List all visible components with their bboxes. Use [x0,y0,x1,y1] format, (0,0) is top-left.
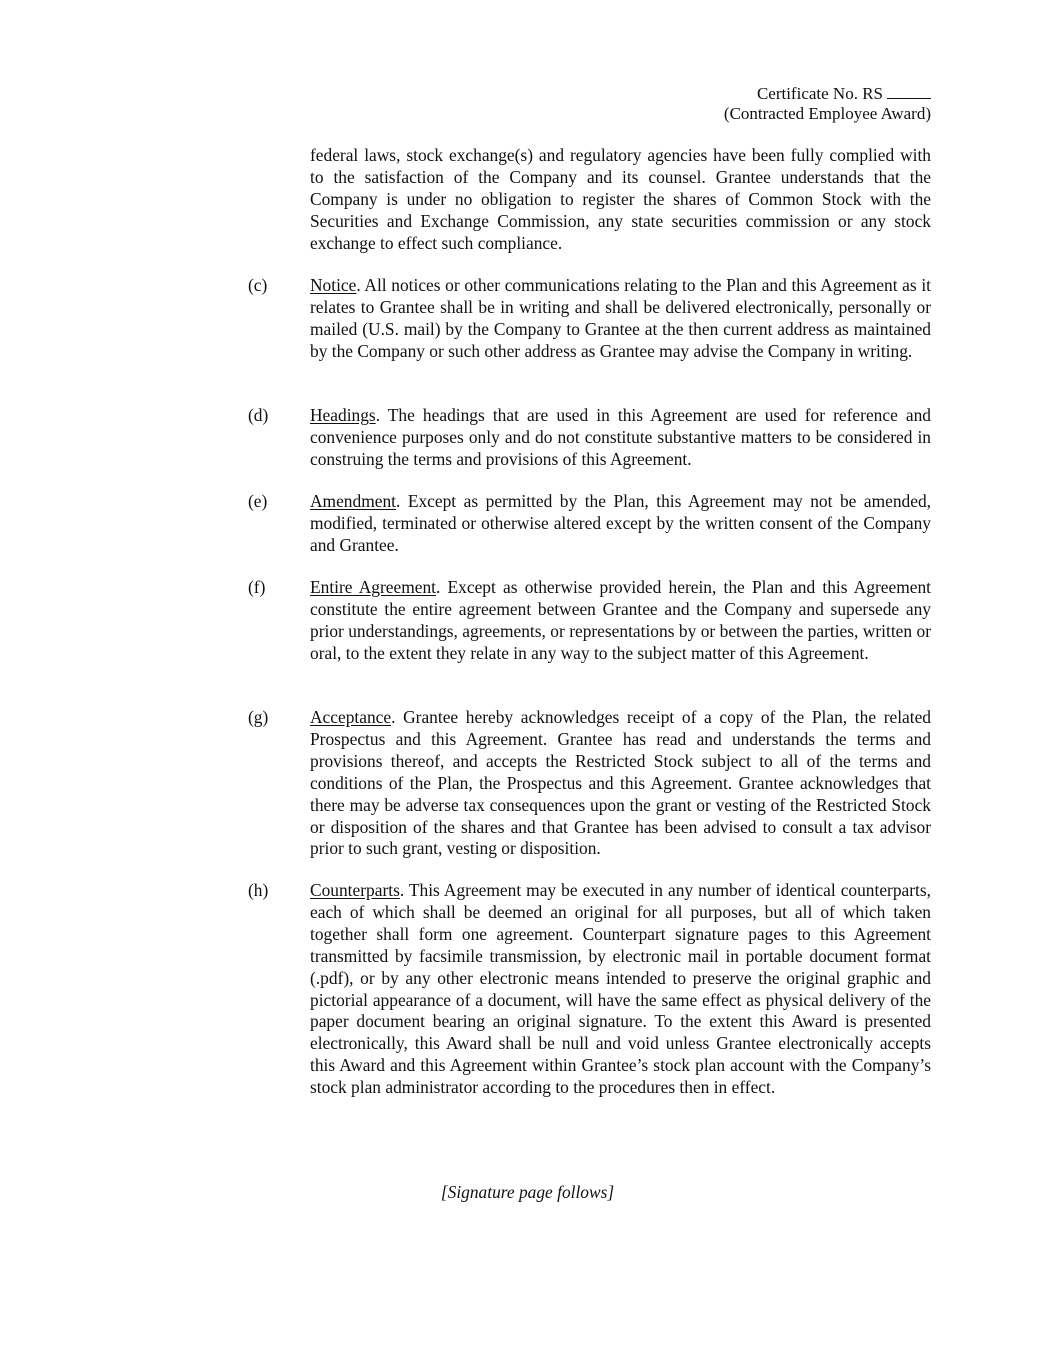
section-c [248,275,931,363]
lead-paragraph: federal laws, stock exchange(s) and regulatory agencies have been fully complied with to the satisfaction of the Company and its counsel. Grantee understands that the Company is under no obligation to register the shares of Common Stock with the Securities and Exchange Commission, any state securities commission or any stock exchange to effect such compliance. [310,145,931,253]
signature-note-text: [Signature page follows] [440,1182,615,1202]
section-heading: Entire Agreement [310,577,436,597]
signature-note [0,1182,1055,1203]
section-text: . Except as permitted by the Plan, this Agreement may not be amended, modified, terminated or otherwise altered except by the written consent of the Company and Grantee. [310,491,931,555]
section-text: . The headings that are used in this Agreement are used for reference and convenience purposes only and do not constitute substantive matters to be considered in construing the terms and provisions of this Agreement. [310,405,931,469]
section-d [248,405,931,471]
section-text: . Except as otherwise provided herein, the Plan and this Agreement constitute the entire agreement between Grantee and the Company and supersede any prior understandings, agreements, or representations by or between the parties, written or oral, to the extent they relate in any way to the subject matter of this Agreement. [310,577,932,663]
section-content [310,491,931,557]
certificate-blank [887,84,931,99]
section-letter: (e) [248,491,268,511]
certificate-number: Certificate No. RS [756,84,883,103]
section-text: . All notices or other communications relating to the Plan and this Agreement as it relates to Grantee shall be in writing and shall be delivered electronically, personally or mailed (U.S. mail) by the Company to Grantee at the then current address as maintained by the Company or such other address as Grantee may advise the Company in writing. [310,275,931,361]
section-letter: (h) [248,880,269,900]
section-heading: Acceptance [310,707,392,727]
section-text: . Grantee hereby acknowledges receipt of a copy of the Plan, the related Prospectus and this Agreement. Grantee has read and understands the terms and provisions thereof, and accepts the Restricted Stock subject to all of the terms and conditions of the Plan, the Prospectus and this Agreement. Grantee acknowledges that there may be adverse tax consequences upon the grant or vesting of the Restricted Stock or disposition of the shares and that Grantee has been advised to consult a tax advisor prior to such grant, vesting or disposition. [310,707,931,859]
section-letter: (c) [248,275,268,295]
section-content [310,275,931,363]
section-heading: Counterparts [310,880,400,900]
section-content [310,577,931,665]
section-heading: Notice [310,275,357,295]
section-g [248,707,931,860]
section-text: . This Agreement may be executed in any number of identical counterparts, each of which shall be deemed an original for all purposes, but all of which taken together shall form one agreement. Counterpart signature pages to this Agreement transmitted by facsimile transmission, by electronic mail in portable document format (.pdf), or by any other electronic means intended to preserve the original graphic and pictorial appearance of a document, will have the same effect as physical delivery of the paper document bearing an original signature. To the extent this Award is presented electronically, this Award shall be null and void unless Grantee electronically accepts this Award and this Agreement within Grantee’s stock plan account with the Company’s stock plan administrator according to the procedures then in effect. [310,880,931,1098]
section-heading: Headings [310,405,376,425]
page-header [724,84,931,124]
section-letter: (f) [248,577,266,597]
section-letter: (g) [248,707,269,727]
certificate-line [724,84,931,104]
award-type: (Contracted Employee Award) [723,104,931,123]
section-letter: (d) [248,405,269,425]
section-e [248,491,931,557]
section-h [248,880,931,1099]
section-content [310,707,931,860]
section-content [310,405,931,471]
section-heading: Amendment [310,491,396,511]
section-f [248,577,931,665]
section-content [310,880,931,1099]
